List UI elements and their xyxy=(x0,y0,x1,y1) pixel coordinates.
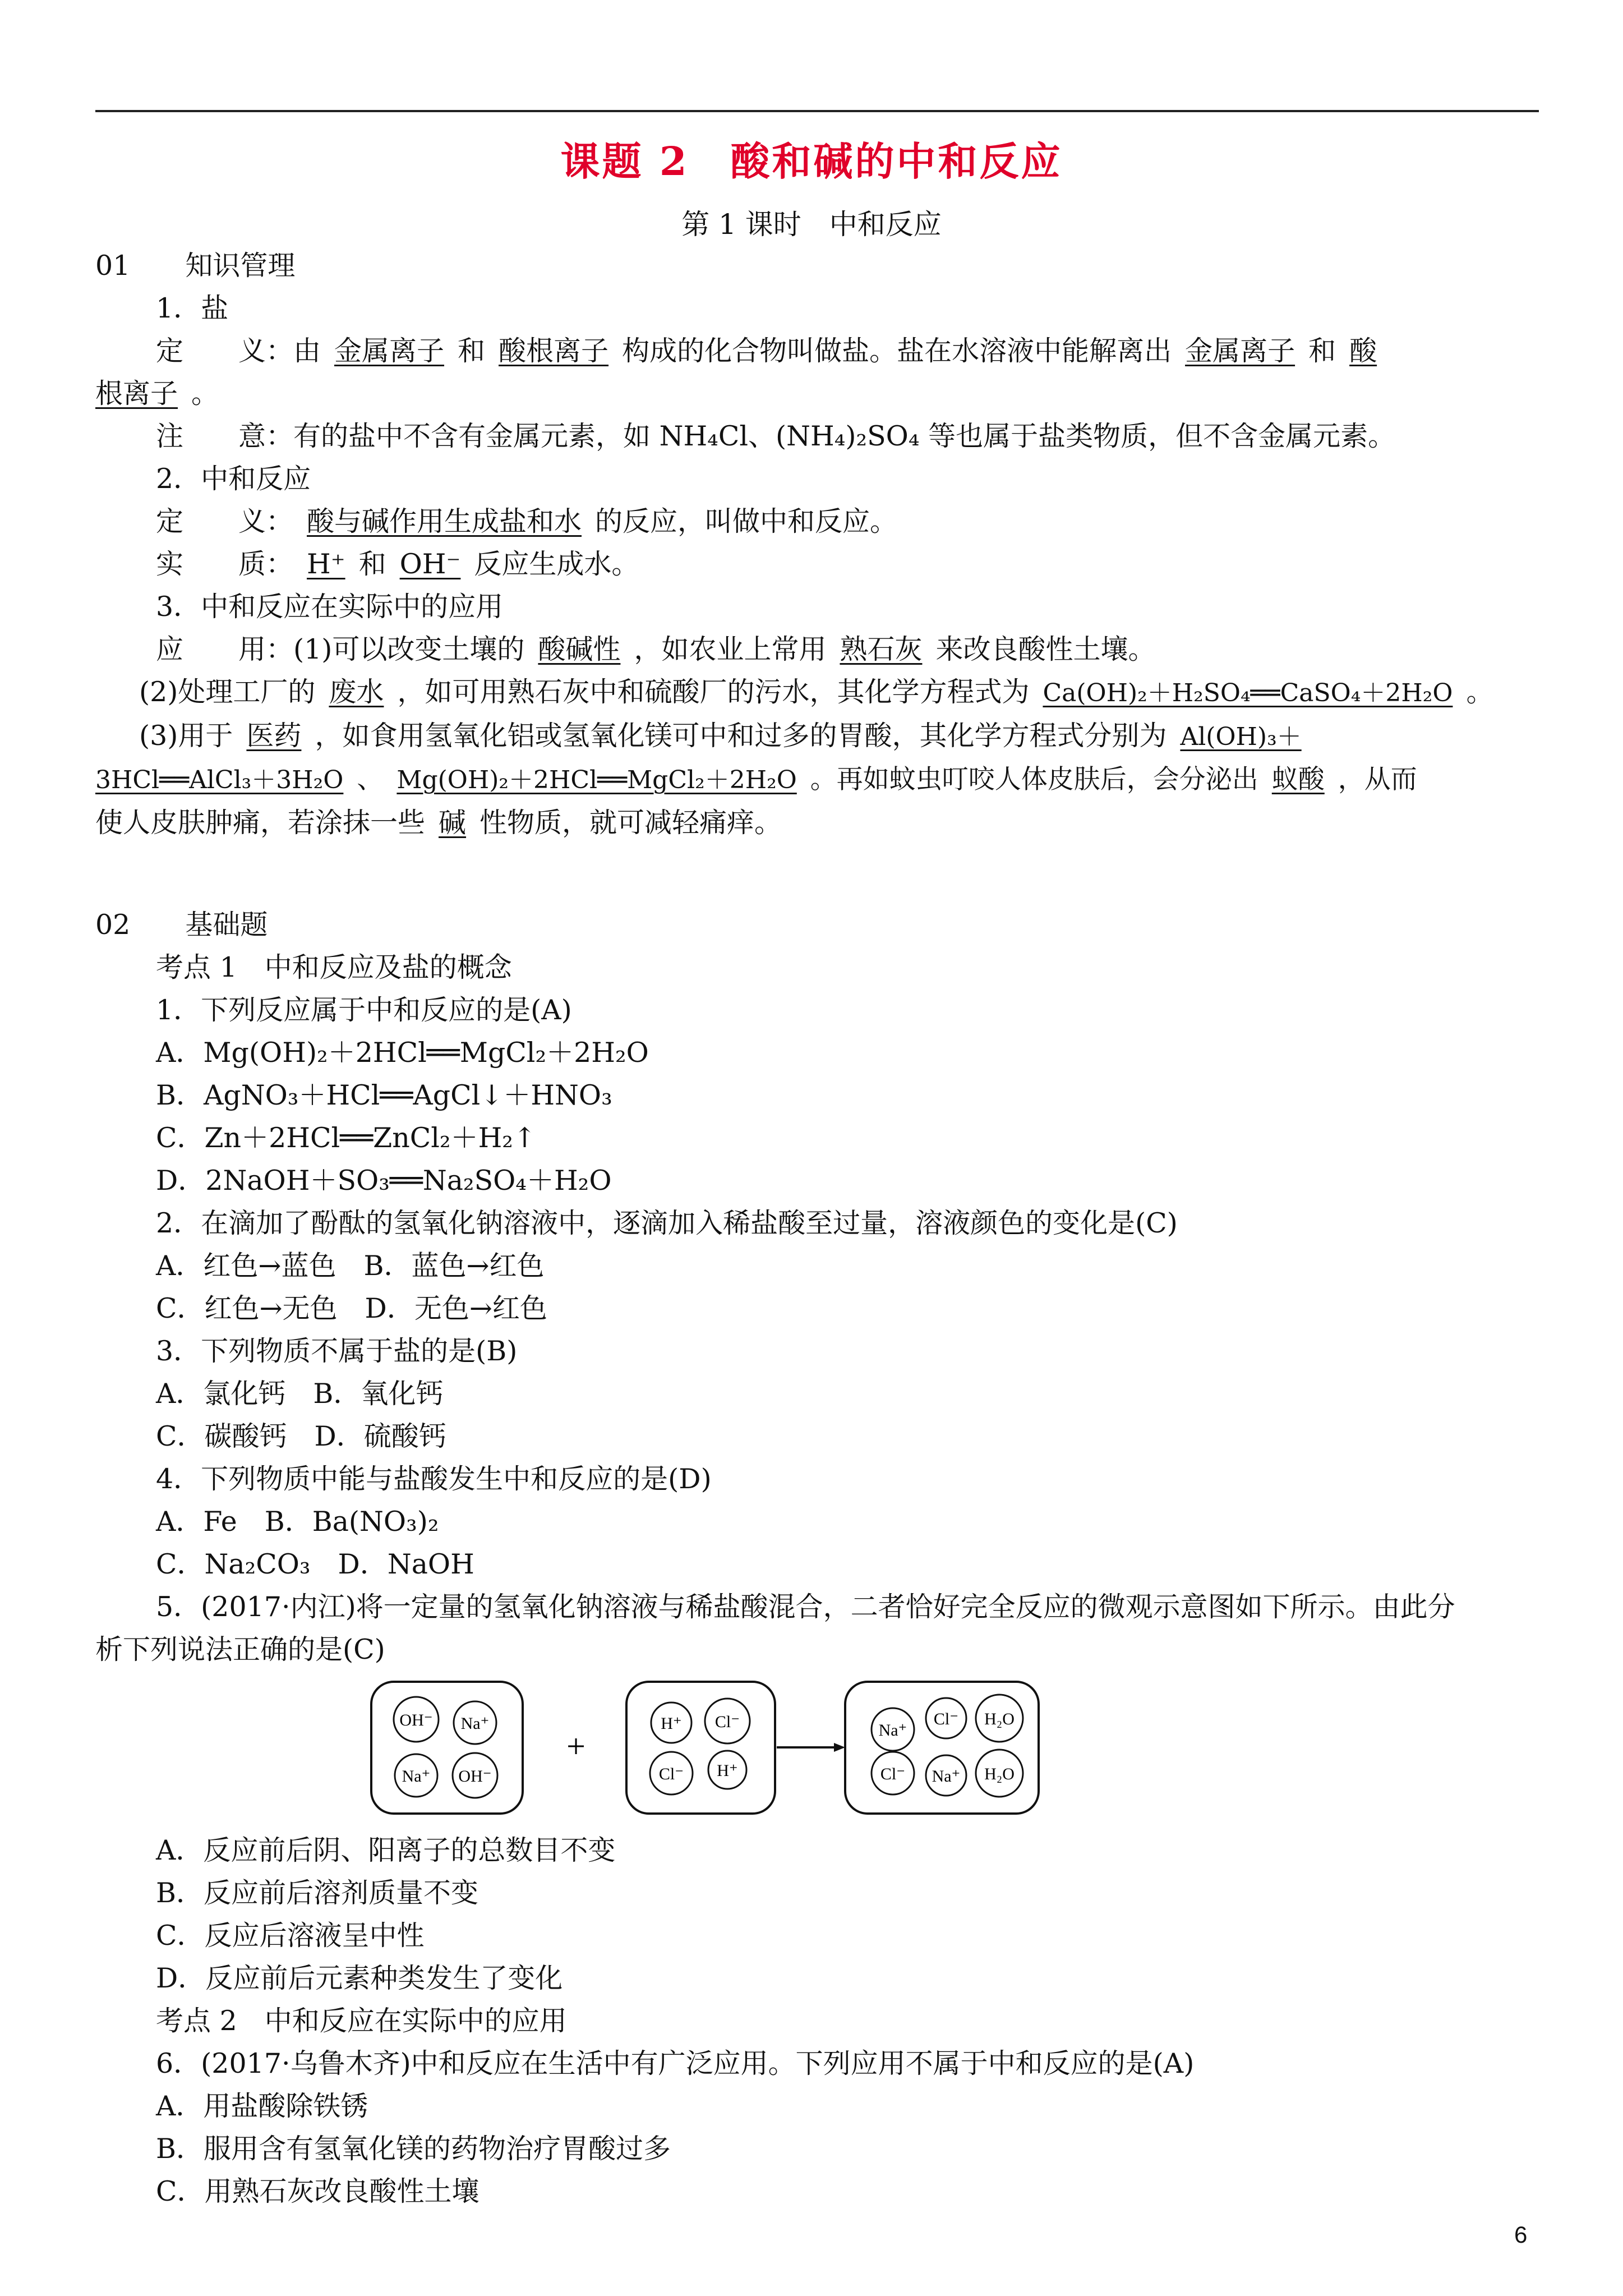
salt-definition-line2: 根离子 。 xyxy=(95,378,219,409)
answer-blank: 酸与碱作用生成盐和水 xyxy=(307,505,582,537)
question-1: 1．下列反应属于中和反应的是(A) xyxy=(156,994,572,1026)
ion-label: Na⁺ xyxy=(878,1721,907,1740)
application-heading: 3．中和反应在实际中的应用 xyxy=(156,591,504,623)
ion-label: Cl⁻ xyxy=(880,1765,906,1783)
option-1a: A．Mg(OH)₂＋2HCl══MgCl₂＋2H₂O xyxy=(156,1037,649,1069)
answer-blank: 金属离子 xyxy=(334,335,445,367)
answer-blank: Al(OH)₃＋ xyxy=(1180,723,1302,751)
neutralization-definition: 定 义： 酸与碱作用生成盐和水 的反应，叫做中和反应。 xyxy=(156,505,898,537)
answer-blank: 废水 xyxy=(329,676,384,708)
reaction-micro-diagram xyxy=(368,1679,1266,1819)
option-6c: C．用熟石灰改良酸性土壤 xyxy=(156,2175,479,2207)
ion-label: Cl⁻ xyxy=(714,1713,740,1731)
answer-blank: H⁺ xyxy=(307,548,345,580)
molecule-label: H₂O xyxy=(984,1710,1015,1728)
options-4ab: A．Fe B．Ba(NO₃)₂ xyxy=(156,1506,439,1538)
answer-blank: 酸根离子 xyxy=(499,335,609,367)
option-5b: B．反应前后溶剂质量不变 xyxy=(156,1877,479,1909)
answer-blank: 碱 xyxy=(439,807,467,839)
ion-label: H⁺ xyxy=(717,1761,738,1780)
option-5c: C．反应后溶液呈中性 xyxy=(156,1920,425,1952)
answer-blank: 蚁酸 xyxy=(1271,764,1325,795)
application-wastewater: (2)处理工厂的 废水 ，如可用熟石灰中和硫酸厂的污水，其化学方程式为 Ca(OH)₂＋H₂SO₄══CaSO₄＋2H₂O 。 xyxy=(139,676,1494,708)
answer-blank: 酸 xyxy=(1349,335,1377,367)
application-medicine-line3: 使人皮肤肿痛，若涂抹一些 碱 性物质，就可减轻痛痒。 xyxy=(95,807,782,839)
neutralization-essence: 实 质： H⁺ 和 OH⁻ 反应生成水。 xyxy=(156,548,639,580)
option-1c: C．Zn＋2HCl══ZnCl₂＋H₂↑ xyxy=(156,1122,537,1154)
question-2: 2．在滴加了酚酞的氢氧化钠溶液中，逐滴加入稀盐酸至过量，溶液颜色的变化是(C) xyxy=(156,1207,1178,1239)
ion-label: Na⁺ xyxy=(402,1767,431,1786)
neutralization-heading: 2．中和反应 xyxy=(156,463,311,495)
answer-blank: 金属离子 xyxy=(1185,335,1295,367)
ion-label: Na⁺ xyxy=(460,1714,490,1733)
answer-blank: 医药 xyxy=(246,720,302,752)
section-heading-knowledge: 01 知识管理 xyxy=(95,250,296,282)
page-title: 课题 2 酸和碱的中和反应 xyxy=(560,138,1063,185)
exam-point-1: 考点 1 中和反应及盐的概念 xyxy=(156,951,512,983)
question-4: 4．下列物质中能与盐酸发生中和反应的是(D) xyxy=(156,1463,712,1495)
option-1d: D．2NaOH＋SO₃══Na₂SO₄＋H₂O xyxy=(156,1165,612,1197)
salt-heading: 1．盐 xyxy=(156,292,229,324)
application-medicine-line1: (3)用于 医药 ，如食用氢氧化铝或氢氧化镁可中和过多的胃酸，其化学方程式分别为 Al(OH)₃＋ xyxy=(95,715,1539,758)
answer-blank: 酸碱性 xyxy=(538,633,621,665)
answer-blank: Ca(OH)₂＋H₂SO₄══CaSO₄＋2H₂O xyxy=(1043,679,1453,707)
document-body xyxy=(95,245,1539,2213)
box-hcl xyxy=(626,1682,775,1814)
options-3cd: C．碳酸钙 D．硫酸钙 xyxy=(156,1420,446,1452)
option-5a: A．反应前后阴、阳离子的总数目不变 xyxy=(156,1834,616,1866)
molecule-label: H₂O xyxy=(984,1765,1015,1783)
ion-label: OH⁻ xyxy=(458,1767,492,1786)
ion-label: H⁺ xyxy=(661,1714,682,1733)
question-6: 6．(2017·乌鲁木齐)中和反应在生活中有广泛应用。下列应用不属于中和反应的是(A) xyxy=(156,2047,1195,2079)
application-medicine-line2: 3HCl══AlCl₃＋3H₂O 、 Mg(OH)₂＋2HCl══MgCl₂＋2H₂O 。再如蚊虫叮咬人体皮肤后，会分泌出 蚁酸 ，从而 xyxy=(95,764,1417,795)
ion-label: Cl⁻ xyxy=(933,1710,959,1728)
page-number: 6 xyxy=(1514,2221,1528,2248)
option-5d: D．反应前后元素种类发生了变化 xyxy=(156,1962,563,1994)
application-soil: 应 用：(1)可以改变土壤的 酸碱性 ，如农业上常用 熟石灰 来改良酸性土壤。 xyxy=(156,633,1156,665)
question-3: 3．下列物质不属于盐的是(B) xyxy=(156,1335,518,1367)
box-naoh xyxy=(371,1682,523,1814)
ion-label: OH⁻ xyxy=(399,1711,433,1729)
exam-point-2: 考点 2 中和反应在实际中的应用 xyxy=(156,2005,567,2037)
question-5-line1: 5．(2017·内江)将一定量的氢氧化钠溶液与稀盐酸混合，二者恰好完全反应的微观示意图如下所示。由此分 xyxy=(156,1591,1455,1623)
answer-blank: 3HCl══AlCl₃＋3H₂O xyxy=(95,766,344,794)
salt-definition-line1: 定 义：由 金属离子 和 酸根离子 构成的化合物叫做盐。盐在水溶液中能解离出 金属离子 和 酸 xyxy=(95,330,1539,372)
option-1b: B．AgNO₃＋HCl══AgCl↓＋HNO₃ xyxy=(156,1079,612,1111)
section-heading-basic: 02 基础题 xyxy=(95,909,268,941)
question-5-line2: 析下列说法正确的是(C) xyxy=(95,1634,385,1665)
ion-label: Na⁺ xyxy=(932,1767,961,1786)
answer-blank: OH⁻ xyxy=(399,548,461,580)
option-6b: B．服用含有氢氧化镁的药物治疗胃酸过多 xyxy=(156,2133,671,2165)
option-6a: A．用盐酸除铁锈 xyxy=(156,2090,368,2122)
options-4cd: C．Na₂CO₃ D．NaOH xyxy=(156,1548,474,1580)
lesson-subtitle: 第 1 课时 中和反应 xyxy=(681,208,942,241)
salt-note: 注 意：有的盐中不含有金属元素，如 NH₄Cl、(NH₄)₂SO₄ 等也属于盐类物质，但不含金属元素。 xyxy=(156,420,1396,452)
plus-sign: + xyxy=(566,1728,585,1765)
options-3ab: A．氯化钙 B．氧化钙 xyxy=(156,1378,444,1410)
answer-blank: Mg(OH)₂＋2HCl══MgCl₂＋2H₂O xyxy=(396,766,797,794)
answer-blank: 根离子 xyxy=(95,378,178,409)
top-rule xyxy=(95,110,1539,112)
options-2cd: C．红色→无色 D．无色→红色 xyxy=(156,1292,547,1324)
ion-label: Cl⁻ xyxy=(658,1765,684,1783)
options-2ab: A．红色→蓝色 B．蓝色→红色 xyxy=(156,1250,545,1282)
answer-blank: 熟石灰 xyxy=(840,633,923,665)
